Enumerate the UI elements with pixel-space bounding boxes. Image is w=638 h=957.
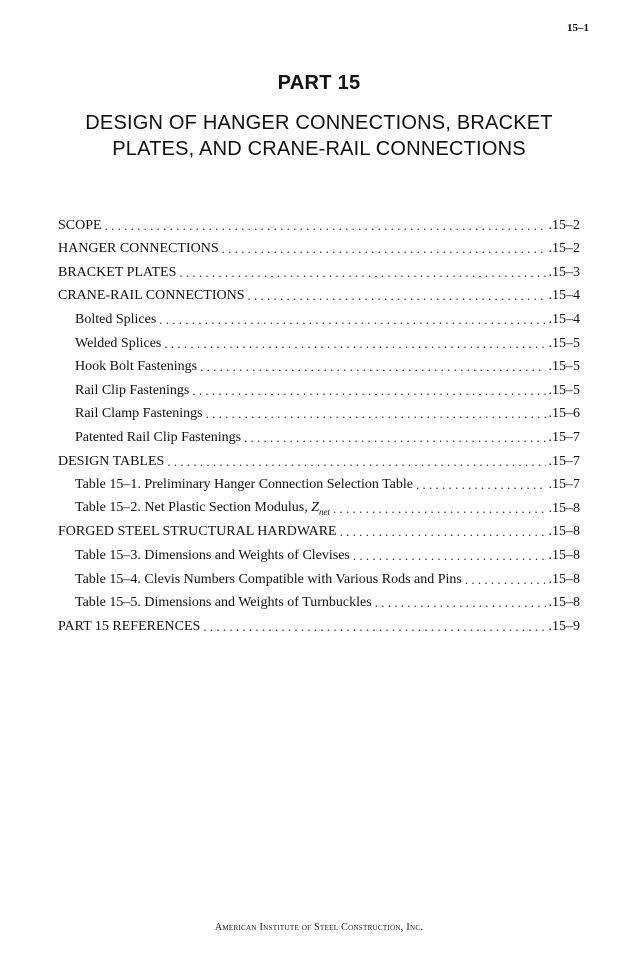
toc-leader-dots — [353, 548, 546, 564]
toc-entry[interactable] — [58, 422, 580, 446]
toc-entry-label: Hook Bolt Fastenings — [75, 359, 198, 375]
toc-entry[interactable] — [58, 328, 580, 352]
toc-entry[interactable] — [58, 257, 580, 281]
toc-leader-dots — [167, 454, 545, 470]
toc-entry[interactable] — [58, 281, 580, 305]
toc-entry[interactable] — [58, 588, 580, 612]
toc-leader-dots — [465, 572, 546, 588]
toc-entry[interactable] — [58, 399, 580, 423]
toc-leader-dots — [179, 265, 545, 281]
toc-entry-label: Table 15–2. Net Plastic Section Modulus, $Z_{net}$ — [75, 499, 331, 517]
toc-leader-dots — [206, 406, 546, 422]
toc-entry-label: DESIGN TABLES — [58, 453, 165, 469]
toc-entry[interactable] — [58, 352, 580, 376]
toc-entry[interactable] — [58, 564, 580, 588]
toc-entry[interactable] — [58, 234, 580, 258]
toc-entry-page: .15–6 — [548, 406, 580, 422]
toc-entry-page: .15–8 — [548, 500, 580, 516]
page-number: 15–1 — [567, 22, 589, 34]
toc-entry-page: .15–5 — [548, 359, 580, 375]
toc-entry-label: Table 15–1. Preliminary Hanger Connection Selection Table — [75, 477, 413, 493]
toc-entry-page: .15–8 — [548, 524, 580, 540]
toc-leader-dots — [333, 501, 545, 517]
toc-entry-page: .15–8 — [548, 571, 580, 587]
toc-entry-label: FORGED STEEL STRUCTURAL HARDWARE — [58, 524, 337, 540]
toc-entry-label: Rail Clamp Fastenings — [75, 406, 203, 422]
toc-entry[interactable] — [58, 517, 580, 541]
toc-entry-label: Table 15–5. Dimensions and Weights of Turnbuckles — [75, 595, 372, 611]
toc-entry-label: HANGER CONNECTIONS — [58, 241, 219, 257]
toc-leader-dots — [340, 524, 546, 540]
toc-entry-page: .15–8 — [548, 547, 580, 563]
toc-entry-page: .15–2 — [548, 217, 580, 233]
toc-entry-page: .15–4 — [548, 311, 580, 327]
toc-entry-label: CRANE-RAIL CONNECTIONS — [58, 288, 245, 304]
toc-leader-dots — [200, 359, 545, 375]
toc-entry-page: .15–9 — [548, 618, 580, 634]
toc-entry[interactable] — [58, 210, 580, 234]
toc-entry-page: .15–8 — [548, 595, 580, 611]
toc-entry-label: PART 15 REFERENCES — [58, 618, 201, 634]
publisher-name: American Institute of Steel Construction, Inc. — [214, 922, 424, 933]
toc-entry[interactable] — [58, 375, 580, 399]
toc-entry[interactable] — [58, 470, 580, 494]
toc-entry-page: .15–7 — [548, 477, 580, 493]
toc-leader-dots — [159, 312, 545, 328]
toc-leader-dots — [244, 430, 545, 446]
toc-entry-label: SCOPE — [58, 217, 102, 233]
toc-entry[interactable] — [58, 493, 580, 517]
toc-entry-page: .15–2 — [548, 241, 580, 257]
page-footer — [0, 922, 638, 933]
toc-entry-page: .15–4 — [548, 288, 580, 304]
table-of-contents — [58, 210, 580, 635]
toc-entry-label: Bolted Splices — [75, 311, 157, 327]
toc-entry-label: Rail Clip Fastenings — [75, 382, 190, 398]
toc-entry-label: BRACKET PLATES — [58, 264, 177, 280]
toc-entry[interactable] — [58, 611, 580, 635]
toc-leader-dots — [416, 477, 546, 493]
toc-leader-dots — [222, 241, 546, 257]
toc-entry-page: .15–7 — [548, 429, 580, 445]
toc-entry-page: .15–5 — [548, 335, 580, 351]
toc-leader-dots — [248, 288, 546, 304]
toc-entry-page: .15–7 — [548, 453, 580, 469]
part-title: PART 15 — [277, 72, 361, 94]
toc-entry-label: Table 15–3. Dimensions and Weights of Clevises — [75, 547, 350, 563]
toc-entry[interactable] — [58, 304, 580, 328]
toc-leader-dots — [203, 619, 545, 635]
toc-leader-dots — [192, 383, 545, 399]
toc-entry[interactable] — [58, 540, 580, 564]
toc-leader-dots — [375, 595, 546, 611]
toc-leader-dots — [164, 336, 545, 352]
toc-entry-label: Patented Rail Clip Fastenings — [75, 429, 242, 445]
toc-entry[interactable] — [58, 446, 580, 470]
part-subtitle: DESIGN OF HANGER CONNECTIONS, BRACKET PLATES, AND CRANE-RAIL CONNECTIONS — [85, 112, 553, 160]
toc-entry-page: .15–5 — [548, 382, 580, 398]
toc-leader-dots — [105, 218, 546, 234]
toc-entry-label: Welded Splices — [75, 335, 162, 351]
toc-entry-label: Table 15–4. Clevis Numbers Compatible with Various Rods and Pins — [75, 571, 462, 587]
toc-entry-page: .15–3 — [548, 264, 580, 280]
